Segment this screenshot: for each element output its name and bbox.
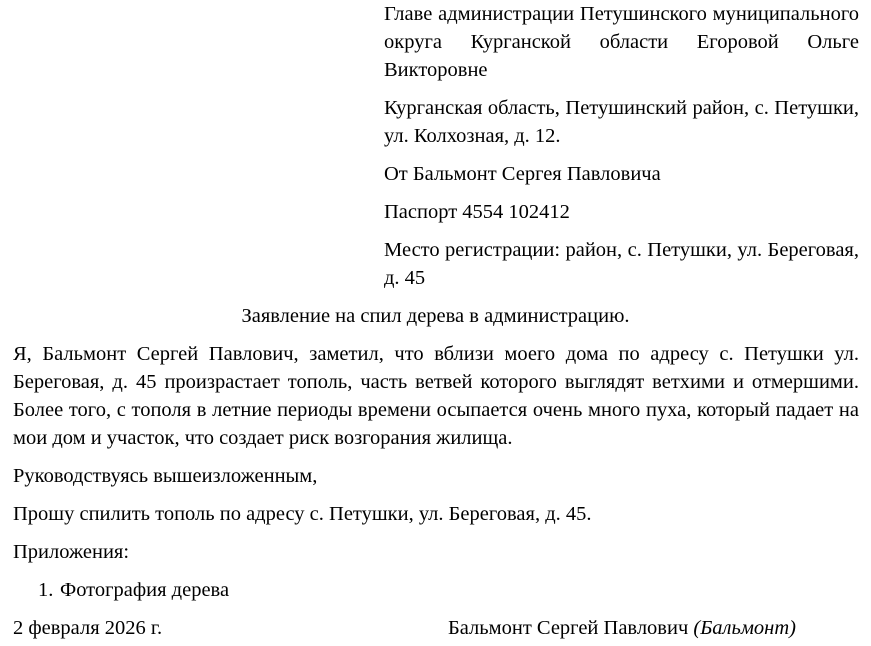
addressee-address: Курганская область, Петушинский район, с. Петушки, ул. Колхозная, д. 12.	[384, 97, 859, 147]
document-title: Заявление на спил дерева в администрацию.	[241, 305, 630, 327]
applicant-from: От Бальмонт Сергея Павловича	[384, 163, 661, 185]
body-paragraph-1: Я, Бальмонт Сергей Павлович, заметил, что вблизи моего дома по адресу с. Петушки ул. Береговая, д. 45 произрастает тополь, часть ветвей которого выглядят ветхими и отмершими. Более того, с тополя в летние периоды времени осыпается очень много пуха, который падает на мои дом и участок, что создает риск возгорания жилища.	[13, 343, 859, 449]
attachment-number: 1.	[38, 579, 54, 601]
signature: (Бальмонт)	[693, 617, 796, 639]
signer	[448, 614, 796, 642]
addressee-block	[384, 0, 859, 302]
body-paragraph-2: Руководствуясь вышеизложенным,	[13, 465, 318, 487]
list-item	[38, 576, 859, 604]
document-body	[13, 340, 859, 614]
addressee: Главе администрации Петушинского муниципального округа Курганской области Егоровой Ольге Викторовне	[384, 3, 859, 81]
attachments-heading: Приложения:	[13, 541, 130, 563]
attachments-list	[13, 576, 859, 604]
attachment-text: Фотография дерева	[60, 579, 230, 601]
body-paragraph-3: Прошу спилить тополь по адресу с. Петушки, ул. Береговая, д. 45.	[13, 503, 592, 525]
applicant-registration: Место регистрации: район, с. Петушки, ул. Береговая, д. 45	[384, 239, 859, 289]
document-date: 2 февраля 2026 г.	[13, 617, 163, 639]
signature-line	[13, 614, 859, 642]
signer-name: Бальмонт Сергей Павлович	[448, 617, 689, 639]
applicant-passport: Паспорт 4554 102412	[384, 201, 570, 223]
